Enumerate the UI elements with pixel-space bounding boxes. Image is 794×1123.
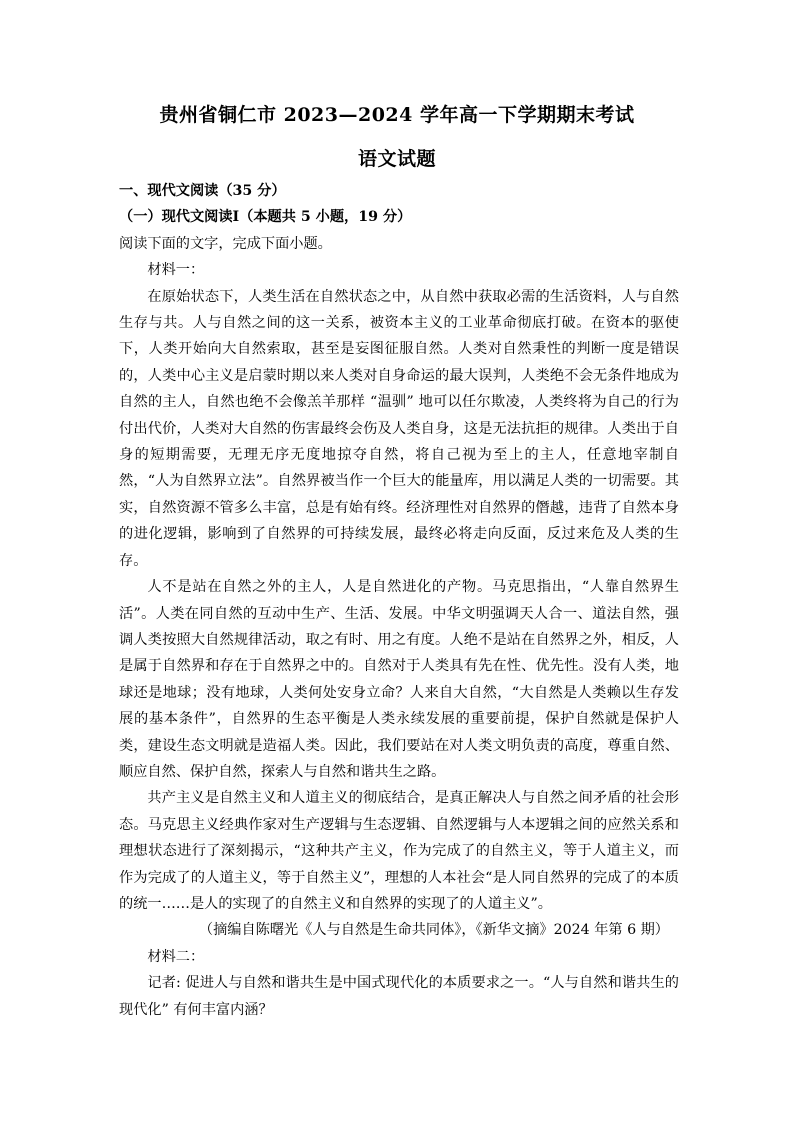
material1-paragraph: 人不是站在自然之外的主人，人是自然进化的产物。马克思指出，“人靠自然界生活”。人类在同自然的互动中生产、生活、发展。中华文明强调天人合一、道法自然，强调人类按照大自然规律活动，取之有时、用之有度。人绝不是站在自然界之外，相反，人是属于自然界和存在于自然界之中的。自然对于人类具有先在性、优先性。没有人类，地球还是地球；没有地球，人类何处安身立命？人来自大自然，“大自然是人类赖以生存发展的基本条件”，自然界的生态平衡是人类永续发展的重要前提，保护自然就是保护人类，建设生态文明就是造福人类。因此，我们要站在对人类文明负责的高度，尊重自然、顺应自然、保护自然，探索人与自然和谐共生之路。 [119, 579, 679, 780]
material2-label: 材料二： [147, 948, 205, 965]
material1-source: （摘编自陈曙光《人与自然是生命共同体》，《新华文摘》2024 年第 6 期） [198, 922, 669, 939]
material1-label: 材料一： [147, 262, 205, 279]
exam-subtitle: 语文试题 [357, 148, 436, 170]
exam-title: 贵州省铜仁市 2023—2024 学年高一下学期期末考试 [159, 104, 635, 126]
section-heading: 一、现代文阅读（35 分） [119, 183, 286, 199]
exam-content [119, 178, 679, 1023]
material1-paragraph: 在原始状态下，人类生活在自然状态之中，从自然中获取必需的生活资料，人与自然生存与共。人与自然之间的这一关系，被资本主义的工业革命彻底打破。在资本的驱使下，人类开始向大自然索取，甚至是妄图征服自然。人类对自然秉性的判断一度是错误的，人类中心主义是启蒙时期以来人类对自身命运的最大误判，人类绝不会无条件地成为自然的主人，自然也绝不会像羔羊那样 “温驯” 地可以任尔欺凌，人类终将为自己的行为付出代价，人类对大自然的伤害最终会伤及人类自身，这是无法抗拒的规律。人类出于自身的短期需要，无理无序无度地掠夺自然，将自己视为至上的主人，任意地宰制自然，“人为自然界立法”。自然界被当作一个巨大的能量库，用以满足人类的一切需要。其实，自然资源不管多么丰富，总是有始有终。经济理性对自然界的僭越，违背了自然本身的进化逻辑，影响到了自然界的可持续发展，最终必将走向反面，反过来危及人类的生存。 [119, 288, 679, 569]
instruction-text: 阅读下面的文字，完成下面小题。 [119, 235, 332, 252]
section-subheading: （一）现代文阅读Ⅰ（本题共 5 小题，19 分） [119, 209, 412, 226]
material2-paragraph: 记者: 促进人与自然和谐共生是中国式现代化的本质要求之一。“人与自然和谐共生的现代化” 有何丰富内涵？ [119, 975, 679, 1018]
material1-paragraph: 共产主义是自然主义和人道主义的彻底结合，是真正解决人与自然之间矛盾的社会形态。马克思主义经典作家对生产逻辑与生态逻辑、自然逻辑与人本逻辑之间的应然关系和理想状态进行了深刻揭示，“这种共产主义，作为完成了的自然主义，等于人道主义，而作为完成了的人道主义，等于自然主义”，理想的人本社会“是人同自然界的完成了的本质的统一……是人的实现了的自然主义和自然界的实现了的人道主义”。 [119, 790, 679, 912]
